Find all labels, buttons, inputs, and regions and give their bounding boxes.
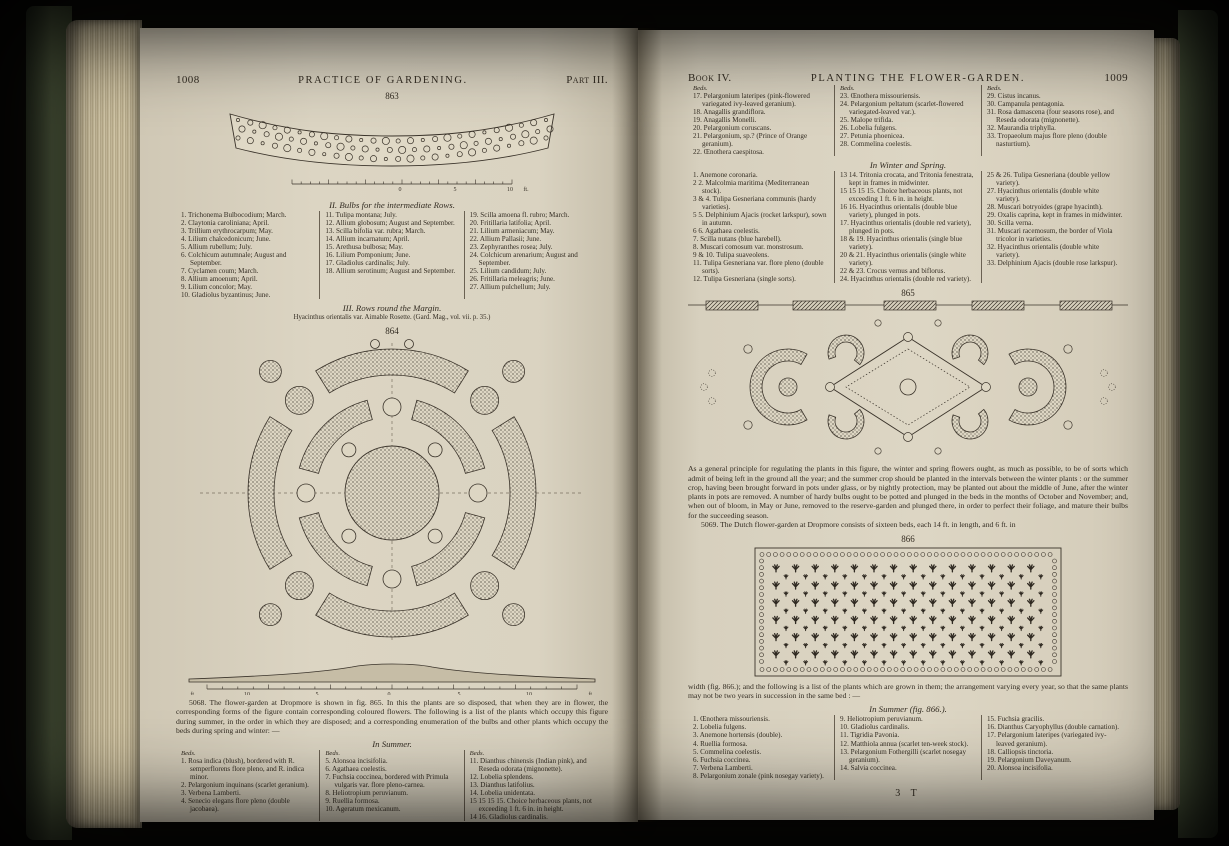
right-page-number: 1009	[1104, 72, 1128, 84]
left-part-label: Part III.	[566, 74, 608, 86]
book-label: Book IV.	[688, 72, 732, 84]
winter-col-3	[981, 171, 1128, 283]
list-item: 25. Lilium candidum; July.	[469, 267, 547, 276]
left-page-header	[176, 74, 608, 86]
list-item: 12. Matthiola annua (scarlet ten-week stock).	[840, 739, 969, 748]
figure-864-number: 864	[385, 326, 399, 337]
list-item: 6. Agathaea coelestis.	[325, 765, 387, 774]
list-item: 31. Muscari racemosum, the border of Viola tricolor in varieties.	[987, 227, 1113, 244]
list-item: 3 & 4. Tulipa Gesneriana communis (hardy varieties).	[693, 195, 817, 212]
list-item: 23. Œnothera missouriensis.	[840, 92, 921, 100]
figure-865	[688, 299, 1128, 461]
list-item: 14. Allium incarnatum; April.	[325, 235, 410, 244]
list-item: 20. Fritillaria latifolia; April.	[469, 219, 552, 228]
left-page	[140, 28, 638, 822]
bulbs-col-3	[464, 211, 608, 299]
svg-text:10: 10	[526, 692, 532, 696]
figure-865-number: 865	[901, 288, 915, 299]
paragraph-general-principle: As a general principle for regulating the plants in this figure, the winter and spring flowers ought, as much as possible, to be of sorts which admit of being left in the ground all the year; and the summer crop should be planted in the intervals between the winter plants : or the summer crop, having been brought forward in pots under glass, or by nightly protection, may be planted out about the middle of June, after the winter plants in pots are removed. A number of hardy bulbs ought to be potted and plunged in the beds in the months of October and November; and, when out of bloom, in May or June, removed to the reserve-garden and plunged there, in order to perfect their foliage, and mature their bulbs for the succeeding season.	[688, 464, 1128, 520]
summer-866-col-3	[981, 715, 1128, 779]
list-item: 18. Calliopsis tinctoria.	[987, 747, 1054, 756]
bulbs-list	[176, 211, 608, 299]
list-item: 16. Dianthus Caryophyllus (double carnation).	[987, 723, 1119, 732]
list-item: 17. Hyacinthus orientalis (double red variety), plunged in pots.	[840, 219, 971, 236]
list-item: 19. Pelargonium Daveyanum.	[987, 755, 1072, 764]
list-item: 28. Commelina coelestis.	[840, 140, 912, 149]
summer-list	[176, 750, 608, 821]
list-item: 20 & 21. Hyacinthus orientalis (single white variety).	[840, 251, 966, 268]
beds-label: Beds.	[469, 750, 485, 758]
summer-col-2	[319, 750, 463, 821]
svg-text:10: 10	[507, 187, 513, 193]
summer-col-2-items	[325, 757, 458, 813]
section-bulbs-title: II. Bulbs for the intermediate Rows.	[329, 200, 455, 210]
list-item: 11. Tulipa montana; July.	[325, 211, 397, 219]
list-item: 1. Œnothera missouriensis.	[693, 715, 770, 724]
list-item: 13. Dianthus latifolius.	[469, 781, 535, 790]
list-item: 18. Anagallis grandiflora.	[693, 108, 766, 117]
left-page-number: 1008	[176, 74, 200, 86]
list-item: 15 15 15 15. Choice herbaceous plants, not exceeding 1 ft. 6 in. in height.	[840, 187, 963, 204]
list-item: 11. Tulipa Gesneriana var. flore pleno (double sorts).	[693, 259, 824, 276]
list-item: 14. Lobelia unidentata.	[469, 789, 536, 798]
list-item: 26. Lobelia fulgens.	[840, 124, 897, 133]
winter-col-1	[688, 171, 834, 283]
bulbs-col-2	[319, 211, 463, 299]
list-item: 31. Rosa damascena (four seasons rose), and Reseda odorata (mignonette).	[987, 108, 1114, 125]
paragraph-5069: 5069. The Dutch flower-garden at Dropmore consists of sixteen beds, each 14 ft. in length, and 6 ft. in	[701, 519, 1016, 529]
list-item: 26. Fritillaria meleagris; June.	[469, 275, 555, 284]
list-item: 6. Colchicum autumnale; August and September.	[181, 251, 287, 268]
svg-text:0: 0	[398, 187, 402, 193]
beds-top-col-2-items	[840, 92, 976, 148]
svg-text:ft.: ft.	[523, 187, 529, 193]
beds-top-col-1	[688, 85, 834, 156]
book-cover-right	[1178, 10, 1218, 838]
page-edges-right	[1152, 38, 1180, 810]
list-item: 9. Lilium concolor; May.	[181, 283, 253, 292]
list-item: 3. Anemone hortensis (double).	[693, 731, 783, 740]
beds-top-list	[688, 85, 1128, 156]
list-item: 21. Lilium armeniacum; May.	[469, 227, 555, 236]
list-item: 3. Trillium erythrocarpum; May.	[181, 227, 273, 236]
list-item: 18 & 19. Hyacinthus orientalis (single blue variety).	[840, 235, 963, 252]
figure-866-drawing	[752, 545, 1064, 679]
list-item: 16 16. Hyacinthus orientalis (double blue variety), plunged in pots.	[840, 203, 958, 220]
list-item: 33. Delphinium Ajacis (double rose larkspur).	[987, 259, 1118, 268]
svg-text:5: 5	[453, 187, 457, 193]
list-item: 7. Scilla nutans (blue harebell).	[693, 235, 782, 244]
list-item: 18. Allium serotinum; August and September.	[325, 267, 456, 276]
beds-label: Beds.	[181, 750, 196, 758]
summer-col-1-items	[181, 757, 314, 813]
list-item: 13. Scilla bifolia var. rubra; March.	[325, 227, 426, 236]
figure-864-drawing	[192, 337, 592, 649]
list-item: 8. Heliotropium peruvianum.	[325, 789, 409, 798]
beds-label: Beds.	[840, 85, 855, 92]
list-item: 23. Zephyranthes rosea; July.	[469, 243, 553, 252]
signature-mark: 3 T	[895, 787, 921, 799]
in-summer-title: In Summer.	[372, 739, 412, 750]
list-item: 19. Anagallis Monelli.	[693, 116, 757, 125]
list-item: 32. Hyacinthus orientalis (double white variety).	[987, 243, 1100, 260]
right-page	[638, 30, 1154, 820]
list-item: 5. Alonsoa incisifolia.	[325, 757, 388, 766]
list-item: 32. Maurandia triphylla.	[987, 124, 1056, 133]
list-item: 16. Lilium Pomponium; June.	[325, 251, 411, 260]
paragraph-5068: 5068. The flower-garden at Dropmore is shown in fig. 865. In this the plants are so disposed, that when they are in flower, the corresponding forms of the figure contain corresponding coloured flowers. The following is a list of the plants which occupy this figure during summer, in the order in which they are disposed; and a corresponding enumeration of the bulbs and other plants which occupy the beds during spring and winter: —	[176, 698, 608, 735]
svg-text:ft.: ft.	[588, 692, 594, 696]
list-item: 25 & 26. Tulipa Gesneriana (double yellow variety).	[987, 171, 1111, 188]
list-item: 10. Gladiolus cardinalis.	[840, 723, 910, 732]
list-item: 6. Fuchsia coccinea.	[693, 755, 751, 764]
list-item: 22. Allium Pallasii; June.	[469, 235, 542, 244]
list-item: 7. Cyclamen coum; March.	[181, 267, 259, 276]
list-item: 5. Commelina coelestis.	[693, 747, 762, 756]
list-item: 33. Tropaeolum majus flore pleno (double nasturtium).	[987, 132, 1107, 149]
svg-text:5: 5	[315, 692, 319, 696]
list-item: 24. Pelargonium peltatum (scarlet-flowered variegated-leaved var.).	[840, 100, 964, 117]
in-summer-866-title: In Summer (fig. 866.).	[869, 704, 947, 715]
list-item: 13 14. Tritonia crocata, and Tritonia fenestrata, kept in frames in midwinter.	[840, 171, 974, 188]
summer-866-col-2	[834, 715, 981, 779]
list-item: 24. Hyacinthus orientalis (double red variety).	[840, 275, 971, 284]
beds-top-col-3-items	[987, 92, 1123, 148]
list-item: 22. Œnothera caespitosa.	[693, 148, 764, 157]
list-item: 30. Campanula pentagonia.	[987, 100, 1065, 109]
winter-col-2	[834, 171, 981, 283]
list-item: 1. Anemone coronaria.	[693, 171, 758, 180]
list-item: 3. Verbena Lamberti.	[181, 789, 241, 798]
figure-866-number: 866	[901, 533, 915, 544]
list-item: 9 & 10. Tulipa suaveolens.	[693, 251, 770, 260]
list-item: 2. Pelargonium inquinans (scarlet geranium).	[181, 781, 309, 790]
list-item: 4. Lilium chalcedonicum; June.	[181, 235, 271, 244]
list-item: 8. Muscari comosum var. monstrosum.	[693, 243, 804, 252]
figure-863-number: 863	[385, 91, 399, 101]
figure-864	[176, 337, 608, 695]
beds-label: Beds.	[693, 85, 708, 92]
list-item: 8. Allium amoenum; April.	[181, 275, 258, 284]
right-running-title: PLANTING THE FLOWER-GARDEN.	[810, 73, 1026, 84]
list-item: 13. Pelargonium Fothergilli (scarlet nosegay geranium).	[840, 747, 967, 764]
list-item: 2. Claytonia caroliniana; April.	[181, 219, 270, 228]
section-margin-title: III. Rows round the Margin.	[342, 303, 442, 314]
list-item: 10. Gladiolus byzantinus; June.	[181, 291, 271, 300]
list-item: 27. Hyacinthus orientalis (double white variety).	[987, 187, 1100, 204]
list-item: 25. Malope trifida.	[840, 116, 894, 125]
list-item: 17. Gladiolus cardinalis; July.	[325, 259, 410, 268]
list-item: 9. Heliotropium peruvianum.	[840, 715, 923, 724]
list-item: 28. Muscari botryoides (grape hyacinth).	[987, 203, 1103, 212]
summer-col-1	[176, 750, 319, 821]
winter-spring-list	[688, 171, 1128, 283]
list-item: 12. Tulipa Gesneriana (single sorts).	[693, 275, 796, 284]
figure-863-drawing	[222, 102, 562, 196]
svg-text:5: 5	[457, 692, 461, 696]
summer-866-list	[688, 715, 1128, 779]
list-item: 17. Pelargonium lateripes (variegated ivy-leaved geranium).	[987, 731, 1107, 748]
bulbs-col-1	[176, 211, 319, 299]
list-item: 29. Oxalis caprina, kept in frames in midwinter.	[987, 211, 1123, 220]
list-item: 10. Ageratum mexicanum.	[325, 805, 401, 814]
list-item: 20. Alonsoa incisifolia.	[987, 763, 1053, 772]
list-item: 7. Verbena Lamberti.	[693, 763, 753, 772]
summer-col-3-items	[470, 757, 603, 821]
list-item: 14 16. Gladiolus cardinalis.	[469, 813, 548, 822]
figure-863	[176, 102, 608, 196]
list-item: 2. Lobelia fulgens.	[693, 723, 747, 732]
list-item: 22 & 23. Crocus vernus and biflorus.	[840, 267, 946, 276]
beds-top-col-3	[981, 85, 1128, 156]
right-page-header	[688, 72, 1128, 84]
summer-col-3	[464, 750, 608, 821]
list-item: 17. Pelargonium lateripes (pink-flowered variegated ivy-leaved geranium).	[693, 92, 810, 109]
list-item: 30. Scilla verna.	[987, 219, 1034, 228]
list-item: 15. Arethusa bulbosa; May.	[325, 243, 404, 252]
list-item: 5 5. Delphinium Ajacis (rocket larkspur), sown in autumn.	[693, 211, 827, 228]
list-item: 6 6. Agathaea coelestis.	[693, 227, 760, 236]
winter-spring-title: In Winter and Spring.	[869, 160, 947, 171]
figure-866	[688, 545, 1128, 679]
list-item: 7. Fuchsia coccinea, bordered with Primula vulgaris var. flore pleno-carnea.	[325, 773, 449, 790]
list-item: 1. Rosa indica (blush), bordered with R. semperflorens flore pleno, and R. indica minor.	[181, 757, 305, 782]
list-item: 15 15 15 15. Choice herbaceous plants, not exceeding 1 ft. 6 in. in height.	[469, 797, 592, 814]
list-item: 24. Colchicum arenarium; August and September.	[469, 251, 578, 268]
svg-text:ft.: ft.	[190, 692, 196, 696]
beds-label: Beds.	[325, 750, 340, 758]
beds-label: Beds.	[987, 85, 1002, 92]
list-item: 27. Petunia phoenicea.	[840, 132, 905, 141]
section-margin-caption: Hyacinthus orientalis var. Aimable Rosette. (Gard. Mag., vol. vii. p. 35.)	[293, 314, 491, 322]
list-item: 29. Cistus incanus.	[987, 92, 1041, 100]
list-item: 1. Trichonema Bulbocodium; March.	[181, 211, 287, 219]
list-item: 14. Salvia coccinea.	[840, 763, 897, 772]
list-item: 15. Fuchsia gracilis.	[987, 715, 1045, 724]
paragraph-width: width (fig. 866.); and the following is a list of the plants which are grown in them; the arrangement varying every year, so that the same plants may not be two years in succession in the same bed : —	[688, 681, 1128, 701]
figure-864-profile	[177, 649, 607, 695]
summer-866-col-1	[688, 715, 834, 779]
list-item: 19. Scilla amoena fl. rubro; March.	[469, 211, 570, 219]
svg-text:10: 10	[244, 692, 250, 696]
list-item: 27. Allium pulchellum; July.	[469, 283, 551, 292]
list-item: 11. Tigridia Pavonia.	[840, 731, 900, 740]
page-edges-left	[66, 20, 142, 828]
list-item: 9. Ruellia formosa.	[325, 797, 380, 806]
list-item: 12. Lobelia splendens.	[469, 773, 534, 782]
figure-865-drawing	[688, 299, 1128, 461]
left-running-title: PRACTICE OF GARDENING.	[298, 75, 468, 86]
list-item: 21. Pelargonium, sp.? (Prince of Orange geranium).	[693, 132, 808, 149]
list-item: 5. Allium rubellum; July.	[181, 243, 253, 252]
beds-top-col-1-items	[693, 92, 829, 156]
list-item: 4. Senecio elegans flore pleno (double jacobaea).	[181, 797, 290, 814]
svg-text:0: 0	[387, 692, 391, 696]
list-item: 4. Ruellia formosa.	[693, 739, 748, 748]
list-item: 12. Allium globosum; August and September.	[325, 219, 455, 228]
list-item: 8. Pelargonium zonale (pink nosegay variety).	[693, 771, 824, 780]
list-item: 11. Dianthus chinensis (Indian pink), and Reseda odorata (mignonette).	[469, 757, 587, 774]
list-item: 2 2. Malcolmia maritima (Mediterranean stock).	[693, 179, 810, 196]
list-item: 20. Pelargonium coruscans.	[693, 124, 772, 133]
beds-top-col-2	[834, 85, 981, 156]
